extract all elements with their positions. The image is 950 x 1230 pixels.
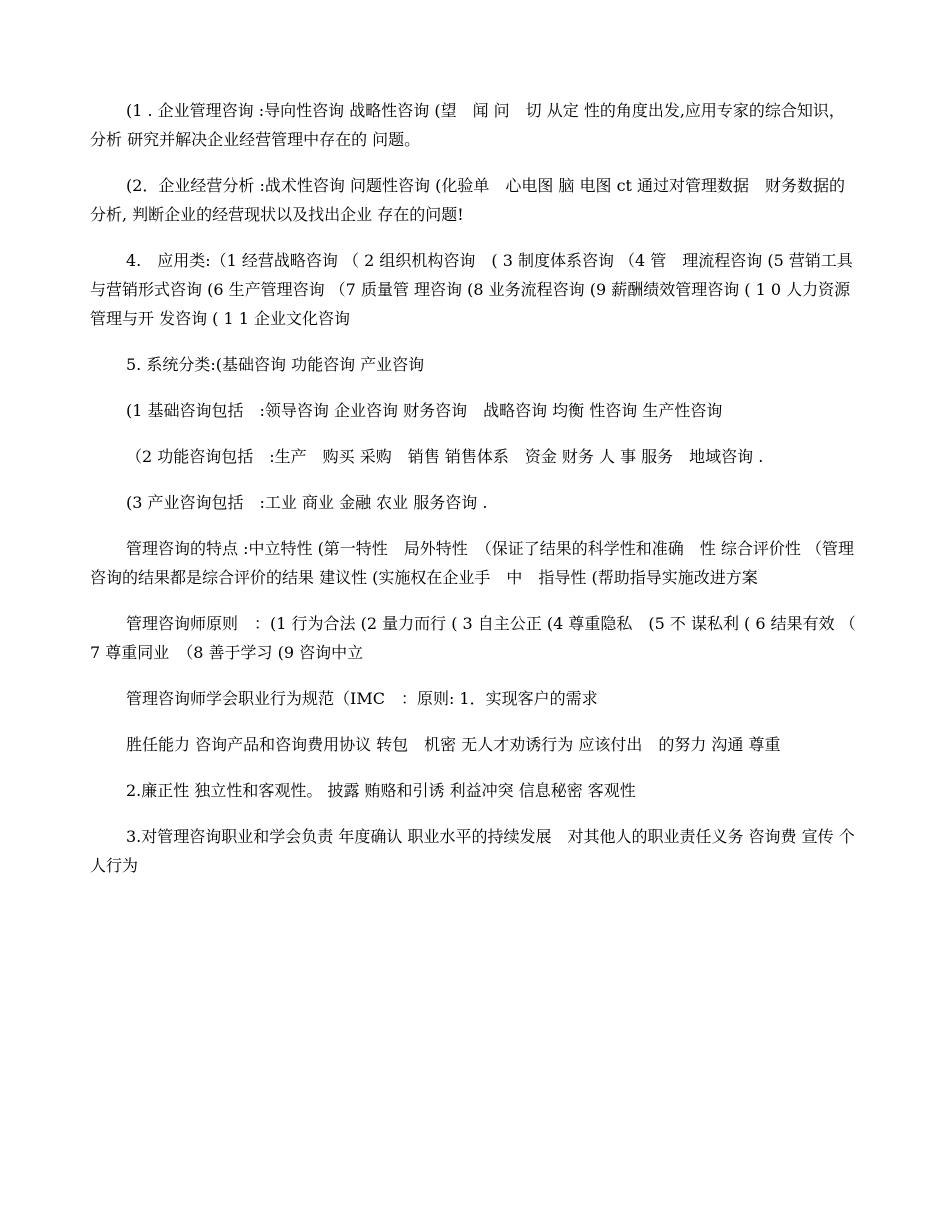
paragraph-industry-consulting: (3 产业咨询包括 :工业 商业 金融 农业 服务咨询 . [126,493,488,512]
paragraph-application-types: 4. 应用类:（1 经营战略咨询 （ 2 组织机构咨询 ( 3 制度体系咨询 （4 管 理流程咨询 (5 营销工具与营销形式咨询 (6 生产管理咨询 （7 质量管 理咨询 (8 业务流程咨询 (9 薪酬绩效管理咨询 ( 1 0 人力资源管理与开 发咨询 ( 1 1 企业文化咨询 [90,251,853,328]
document-page [90,96,860,880]
paragraph-integrity: 2.廉正性 独立性和客观性。 披露 贿赂和引诱 利益冲突 信息秘密 客观性 [126,781,636,800]
paragraph-consultant-principles: 管理咨询师原则 ：(1 行为合法 (2 量力而行 ( 3 自主公正 (4 尊重隐私 (5 不 谋私利 ( 6 结果有效 （ 7 尊重同业 （8 善于学习 (9 咨询中立 [90,614,861,662]
paragraph-system-classification: 5. 系统分类:(基础咨询 功能咨询 产业咨询 [126,355,425,374]
paragraph-imc-code-principle-1: 管理咨询师学会职业行为规范（IMC ：原则: 1．实现客户的需求 [126,689,598,708]
paragraph-consulting-characteristics: 管理咨询的特点 :中立特性 (第一特性 局外特性 （保证了结果的科学性和准确 性 综合评价性 （管理咨询的结果都是综合评价的结果 建议性 (实施权在企业手 中 指导性 (帮助指导实施改进方案 [90,539,854,587]
paragraph-enterprise-business-analysis: (2．企业经营分析 :战术性咨询 问题性咨询 (化验单 心电图 脑 电图 ct 通过对管理数据 财务数据的分析, 判断企业的经营现状以及找出企业 存在的问题! [90,176,846,224]
paragraph-professional-responsibility: 3.对管理咨询职业和学会负责 年度确认 职业水平的持续发展 对其他人的职业责任义务 咨询费 宣传 个 人行为 [90,827,860,875]
paragraph-enterprise-management-consulting: (1 . 企业管理咨询 :导向性咨询 战略性咨询 (望 闻 问 切 从定 性的角度出发,应用专家的综合知识，分析 研究并解决企业经营管理中存在的 问题。 [90,101,845,149]
paragraph-competence: 胜任能力 咨询产品和咨询费用协议 转包 机密 无人才劝诱行为 应该付出 的努力 沟通 尊重 [126,735,781,754]
paragraph-functional-consulting: （2 功能咨询包括 :生产 购买 采购 销售 销售体系 资金 财务 人 事 服务 地域咨询 . [126,447,764,466]
paragraph-basic-consulting: (1 基础咨询包括 :领导咨询 企业咨询 财务咨询 战略咨询 均衡 性咨询 生产性咨询 [126,401,723,420]
